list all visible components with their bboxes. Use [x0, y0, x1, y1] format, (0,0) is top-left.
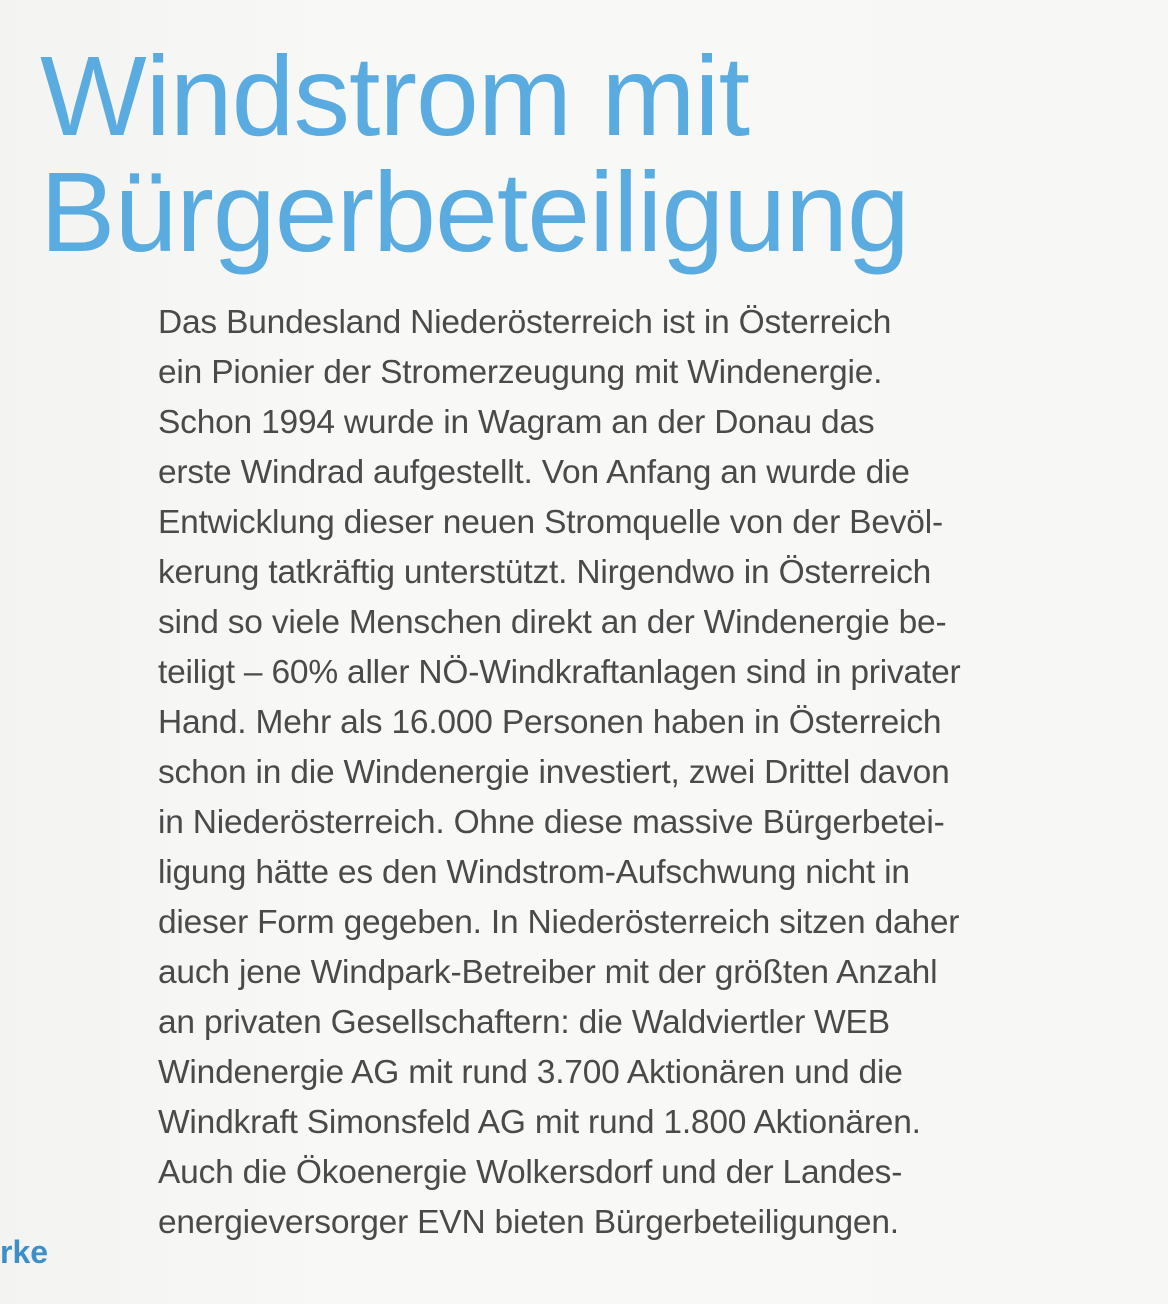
- text-line: Auch die Ökoenergie Wolkersdorf und der Landes-: [158, 1154, 903, 1191]
- text-line: Entwicklung dieser neuen Stromquelle von der Bevöl-: [158, 504, 943, 541]
- text-line: Schon 1994 wurde in Wagram an der Donau das: [158, 404, 875, 441]
- text-line: in Niederösterreich. Ohne diese massive Bürgerbetei-: [158, 804, 945, 841]
- text-line: Windenergie AG mit rund 3.700 Aktionären und die: [158, 1054, 903, 1091]
- text-line: dieser Form gegeben. In Niederösterreich sitzen daher: [158, 904, 960, 941]
- title-line-1: Windstrom mit: [40, 33, 749, 159]
- text-line: ligung hätte es den Windstrom-Aufschwung nicht in: [158, 854, 910, 891]
- text-line: an privaten Gesellschaftern: die Waldviertler WEB: [158, 1004, 890, 1041]
- text-line: auch jene Windpark-Betreiber mit der größten Anzahl: [158, 954, 938, 991]
- text-line: erste Windrad aufgestellt. Von Anfang an wurde die: [158, 454, 910, 491]
- text-line: sind so viele Menschen direkt an der Windenergie be-: [158, 604, 947, 641]
- text-line: energieversorger EVN bieten Bürgerbeteiligungen.: [158, 1204, 899, 1241]
- side-label: rke: [0, 1234, 49, 1270]
- text-line: teiligt – 60% aller NÖ-Windkraftanlagen sind in privater: [158, 654, 961, 691]
- text-line: ein Pionier der Stromerzeugung mit Windenergie.: [158, 354, 883, 391]
- title-line-2: Bürgerbeteiligung: [40, 149, 909, 275]
- text-line: schon in die Windenergie investiert, zwei Drittel davon: [158, 754, 950, 791]
- page-title: [40, 33, 909, 275]
- text-line: Hand. Mehr als 16.000 Personen haben in Österreich: [158, 704, 942, 741]
- body-paragraph: [158, 298, 1158, 1248]
- text-line: kerung tatkräftig unterstützt. Nirgendwo in Österreich: [158, 554, 932, 591]
- text-line: Windkraft Simonsfeld AG mit rund 1.800 Aktionären.: [158, 1104, 921, 1141]
- text-line: Das Bundesland Niederösterreich ist in Österreich: [158, 304, 892, 341]
